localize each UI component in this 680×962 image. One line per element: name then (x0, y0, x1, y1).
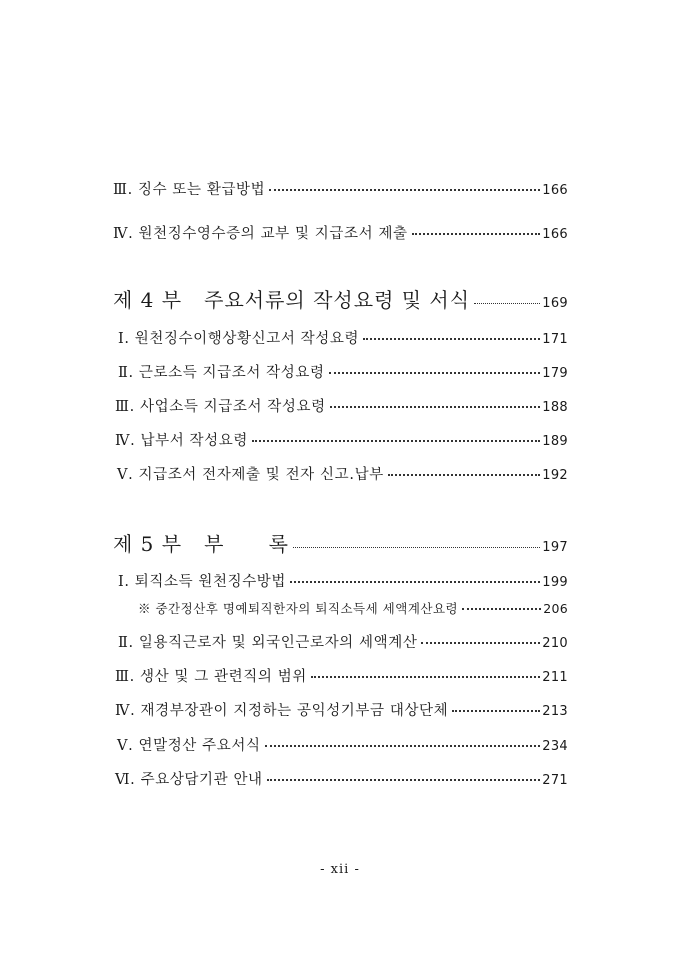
toc-entry (117, 463, 568, 484)
toc-subentry (138, 599, 568, 617)
toc-entry (113, 178, 568, 199)
toc-entry-page: 210 (542, 636, 568, 651)
dot-leader (330, 406, 541, 408)
toc-entry-label: Ⅳ. 납부서 작성요령 (115, 433, 248, 449)
toc-entry-label: ※ 중간정산후 명예퇴직한자의 퇴직소득세 세액계산요령 (138, 601, 459, 616)
dot-leader (363, 338, 540, 340)
part-title: 제 5 부 부 록 (113, 532, 289, 556)
toc-entry-page: 234 (542, 739, 568, 754)
part-page: 169 (542, 296, 568, 311)
toc-entry-label: Ⅳ. 원천징수영수증의 교부 및 지급조서 제출 (113, 226, 408, 242)
toc-entry-label: Ⅱ. 근로소득 지급조서 작성요령 (118, 365, 325, 381)
part-title: 제 4 부 주요서류의 작성요령 및 서식 (113, 288, 471, 312)
toc-entry (115, 395, 568, 416)
toc-entry-page: 166 (542, 183, 568, 198)
toc-entry-label: Ⅴ. 연말정산 주요서식 (117, 738, 261, 754)
toc-entry (117, 734, 568, 755)
dot-leader (311, 676, 540, 678)
toc-entry-label: Ⅱ. 일용직근로자 및 외국인근로자의 세액계산 (118, 635, 418, 651)
toc-entry-page: 171 (542, 332, 568, 347)
toc-entry (115, 699, 568, 720)
toc-entry-label: Ⅲ. 징수 또는 환급방법 (113, 182, 266, 198)
toc-entry-label: Ⅵ. 주요상담기관 안내 (115, 772, 263, 788)
dot-leader (462, 608, 541, 610)
toc-entry (118, 327, 568, 348)
dot-leader (269, 189, 540, 191)
toc-entry (118, 361, 568, 382)
dot-leader (388, 474, 540, 476)
dot-leader (265, 745, 541, 747)
dot-leader (474, 303, 540, 304)
dot-leader (421, 642, 540, 644)
toc-entry (113, 222, 568, 243)
toc-entry-label: Ⅰ. 퇴직소득 원천징수방법 (118, 574, 287, 590)
toc-entry-label: Ⅳ. 재경부장관이 지정하는 공익성기부금 대상단체 (115, 703, 449, 719)
dot-leader (290, 581, 540, 583)
toc-entry-label: Ⅲ. 생산 및 그 관련직의 범위 (115, 669, 307, 685)
toc-entry-page: 211 (542, 670, 568, 685)
dot-leader (293, 547, 540, 548)
toc-entry-label: Ⅲ. 사업소득 지급조서 작성요령 (115, 399, 326, 415)
toc-entry-label: Ⅰ. 원천징수이행상황신고서 작성요령 (118, 331, 360, 347)
toc-entry (118, 631, 568, 652)
page-number: - xii - (320, 862, 360, 877)
part-heading (113, 528, 568, 557)
toc-entry-page: 206 (543, 601, 568, 616)
toc-entry-page: 188 (542, 400, 568, 415)
toc-entry-page: 213 (542, 704, 568, 719)
dot-leader (267, 779, 541, 781)
toc-entry-page: 179 (542, 366, 568, 381)
part-heading (113, 284, 568, 313)
dot-leader (452, 710, 540, 712)
toc-entry-page: 189 (542, 434, 568, 449)
toc-entry-label: Ⅴ. 지급조서 전자제출 및 전자 신고․납부 (117, 467, 384, 483)
dot-leader (412, 233, 541, 235)
part-page: 197 (542, 540, 568, 555)
dot-leader (252, 440, 540, 442)
toc-entry-page: 199 (542, 575, 568, 590)
toc-entry (115, 429, 568, 450)
toc-entry-page: 271 (542, 773, 568, 788)
toc-entry-page: 192 (542, 468, 568, 483)
dot-leader (329, 372, 541, 374)
toc-entry (115, 768, 568, 789)
toc-entry (118, 570, 568, 591)
toc-entry (115, 665, 568, 686)
toc-entry-page: 166 (542, 227, 568, 242)
